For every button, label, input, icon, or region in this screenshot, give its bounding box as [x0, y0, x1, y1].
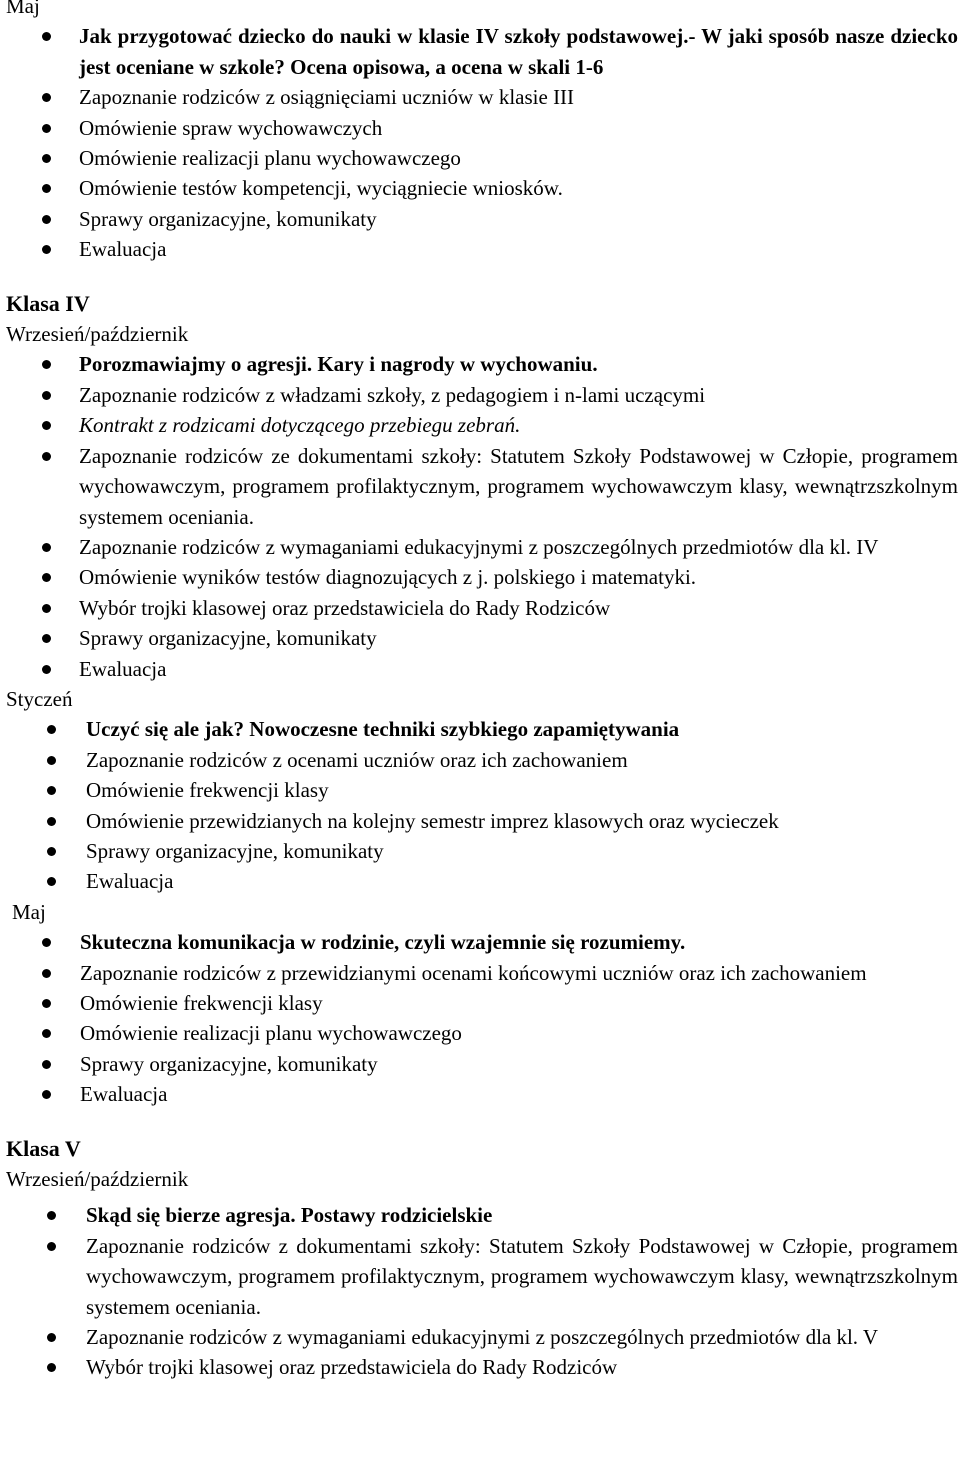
list-item: Zapoznanie rodziców z wymaganiami edukacyjnymi z poszczególnych przedmiotów dla kl. V — [0, 1322, 958, 1352]
list-item-bold: Kary i nagrody w wychowaniu. — [312, 352, 598, 377]
list-item: Omówienie spraw wychowawczych — [0, 113, 958, 143]
month-label-sep-oct-iv: Wrzesień/październik — [6, 322, 189, 347]
section-heading-klasa-iv: Klasa IV — [6, 290, 90, 316]
month-label-january: Styczeń — [6, 686, 73, 711]
bullet-list-iv-sep-oct — [0, 349, 958, 683]
list-item: Jak przygotować dziecko do nauki w klasie IV szkoły podstawowej.- W jaki sposób nasze dziecko jest oceniane w szkole? Ocena opisowa, a ocena w skali 1-6 — [0, 21, 958, 82]
month-label-sep-oct-v: Wrzesień/październik — [6, 1167, 189, 1192]
list-item: Omówienie testów kompetencji, wyciągniecie wniosków. — [0, 173, 958, 203]
bullet-list-iv-january — [0, 714, 958, 896]
list-item: Omówienie wyników testów diagnozujących z j. polskiego i matematyki. — [0, 562, 958, 592]
bullet-list-iv-may — [0, 927, 958, 1109]
list-item: Omówienie przewidzianych na kolejny semestr imprez klasowych oraz wycieczek — [0, 806, 958, 836]
list-item: Ewaluacja — [0, 654, 958, 684]
list-item: Ewaluacja — [0, 234, 958, 264]
list-item: Kontrakt z rodzicami dotyczącego przebiegu zebrań. — [0, 410, 958, 440]
list-item: Zapoznanie rodziców z osiągnięciami uczniów w klasie III — [0, 82, 958, 112]
list-item: Omówienie frekwencji klasy — [0, 775, 958, 805]
list-item: Sprawy organizacyjne, komunikaty — [0, 623, 958, 653]
list-item: Sprawy organizacyjne, komunikaty — [0, 1049, 958, 1079]
list-item: Zapoznanie rodziców z przewidzianymi ocenami końcowymi uczniów oraz ich zachowaniem — [0, 958, 958, 988]
list-item — [0, 349, 958, 379]
list-item: Sprawy organizacyjne, komunikaty — [0, 836, 958, 866]
list-item: Ewaluacja — [0, 1079, 958, 1109]
bullet-list-top — [0, 21, 958, 264]
list-item-bold: Porozmawiajmy o agresji. — [79, 352, 313, 377]
list-item: Sprawy organizacyjne, komunikaty — [0, 204, 958, 234]
list-item: Uczyć się ale jak? Nowoczesne techniki szybkiego zapamiętywania — [0, 714, 958, 744]
list-item: Skuteczna komunikacja w rodzinie, czyli wzajemnie się rozumiemy. — [0, 927, 958, 957]
section-heading-klasa-v: Klasa V — [6, 1135, 81, 1161]
list-item: Omówienie realizacji planu wychowawczego — [0, 143, 958, 173]
list-item: Zapoznanie rodziców z ocenami uczniów oraz ich zachowaniem — [0, 745, 958, 775]
month-label-top: Maj — [6, 0, 40, 18]
list-item: Zapoznanie rodziców ze dokumentami szkoły: Statutem Szkoły Podstawowej w Człopie, programem wychowawczym, programem profilaktycznym, programem wychowawczym klasy, wewnątrzszkolnym systemem oceniania. — [0, 441, 958, 532]
month-label-may: Maj — [12, 899, 46, 924]
list-item: Omówienie frekwencji klasy — [0, 988, 958, 1018]
list-item: Wybór trojki klasowej oraz przedstawiciela do Rady Rodziców — [0, 1352, 958, 1382]
list-item: Omówienie realizacji planu wychowawczego — [0, 1018, 958, 1048]
list-item: Zapoznanie rodziców z dokumentami szkoły: Statutem Szkoły Podstawowej w Człopie, programem wychowawczym, programem profilaktycznym, programem wychowawczym klasy, wewnątrzszkolnym systemem oceniania. — [0, 1231, 958, 1322]
list-item: Ewaluacja — [0, 866, 958, 896]
list-item: Zapoznanie rodziców z wymaganiami edukacyjnymi z poszczególnych przedmiotów dla kl. IV — [0, 532, 958, 562]
bullet-list-v-sep-oct — [0, 1200, 958, 1382]
list-item: Skąd się bierze agresja. Postawy rodzicielskie — [0, 1200, 958, 1230]
list-item: Wybór trojki klasowej oraz przedstawiciela do Rady Rodziców — [0, 593, 958, 623]
list-item: Zapoznanie rodziców z władzami szkoły, z pedagogiem i n-lami uczącymi — [0, 380, 958, 410]
